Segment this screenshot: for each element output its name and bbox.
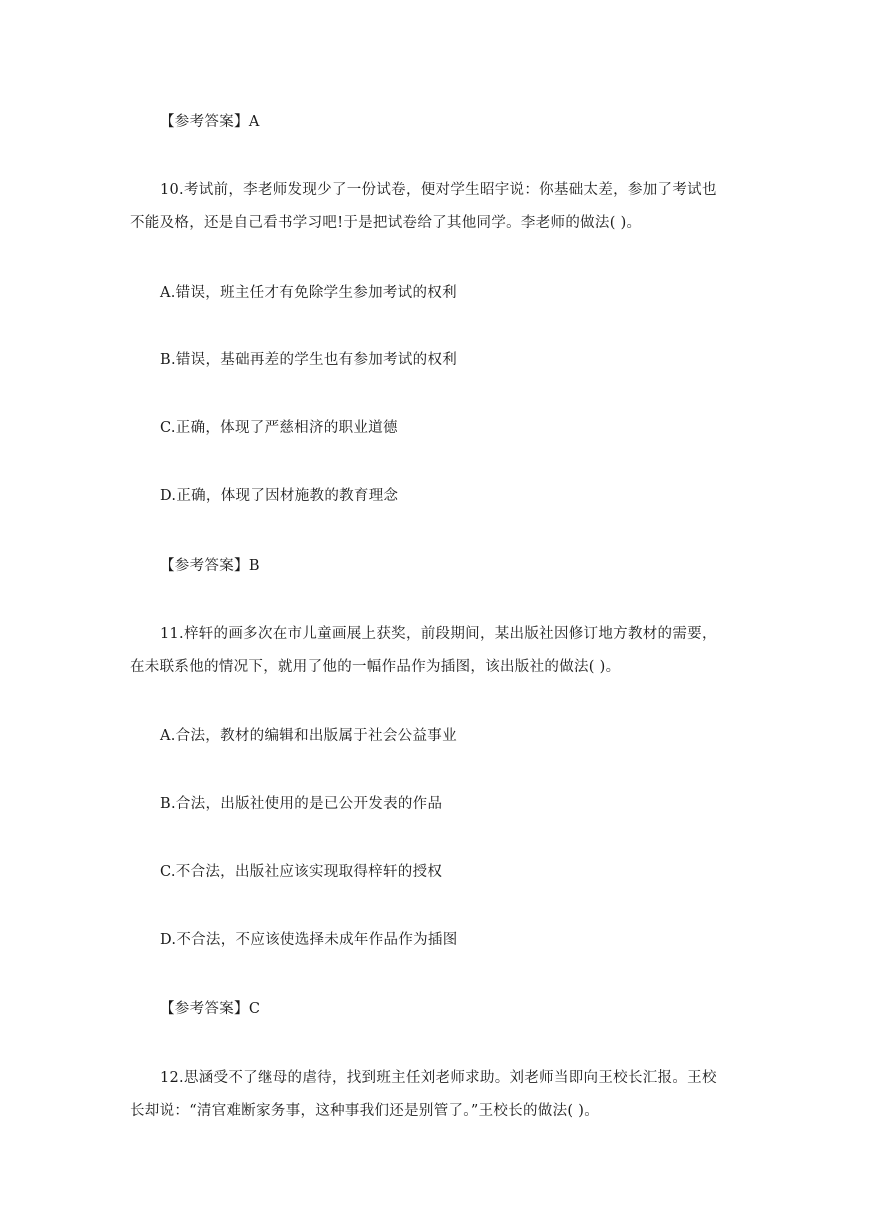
question-option: B.合法，出版社使用的是已公开发表的作品 <box>160 796 443 812</box>
reference-answer <box>160 556 260 576</box>
reference-answer-label: 【参考答案】 <box>160 114 249 130</box>
question-option: A.错误，班主任才有免除学生参加考试的权利 <box>160 285 457 301</box>
question-stem-line: 不能及格，还是自己看书学习吧!于是把试卷给了其他同学。李老师的做法( )。 <box>130 215 642 231</box>
question-stem-line: 11.梓轩的画多次在市儿童画展上获奖，前段期间，某出版社因修订地方教材的需要， <box>160 626 717 642</box>
question-option: C.正确，体现了严慈相济的职业道德 <box>160 420 398 436</box>
question-stem-line: 10.考试前，李老师发现少了一份试卷，便对学生昭宇说：你基础太差，参加了考试也 <box>160 182 717 198</box>
question-option: B.错误，基础再差的学生也有参加考试的权利 <box>160 352 458 368</box>
question-option: D.正确，体现了因材施教的教育理念 <box>160 488 399 504</box>
reference-answer <box>160 112 260 132</box>
question-option: D.不合法，不应该使选择未成年作品作为插图 <box>160 932 458 948</box>
reference-answer-value: A <box>248 114 260 130</box>
reference-answer <box>160 999 260 1019</box>
question-option: A.合法，教材的编辑和出版属于社会公益事业 <box>160 728 457 744</box>
reference-answer-label: 【参考答案】 <box>160 558 249 574</box>
reference-answer-label: 【参考答案】 <box>160 1001 249 1017</box>
reference-answer-value: C <box>248 1001 261 1017</box>
question-stem-line: 在未联系他的情况下，就用了他的一幅作品作为插图，该出版社的做法( )。 <box>130 659 621 675</box>
question-stem-line: 长却说：“清官难断家务事，这种事我们还是别管了。”王校长的做法( )。 <box>130 1103 599 1119</box>
question-option: C.不合法，出版社应该实现取得梓轩的授权 <box>160 864 443 880</box>
reference-answer-value: B <box>248 558 260 574</box>
question-stem-line: 12.思涵受不了继母的虐待，找到班主任刘老师求助。刘老师当即向王校长汇报。王校 <box>160 1070 717 1086</box>
